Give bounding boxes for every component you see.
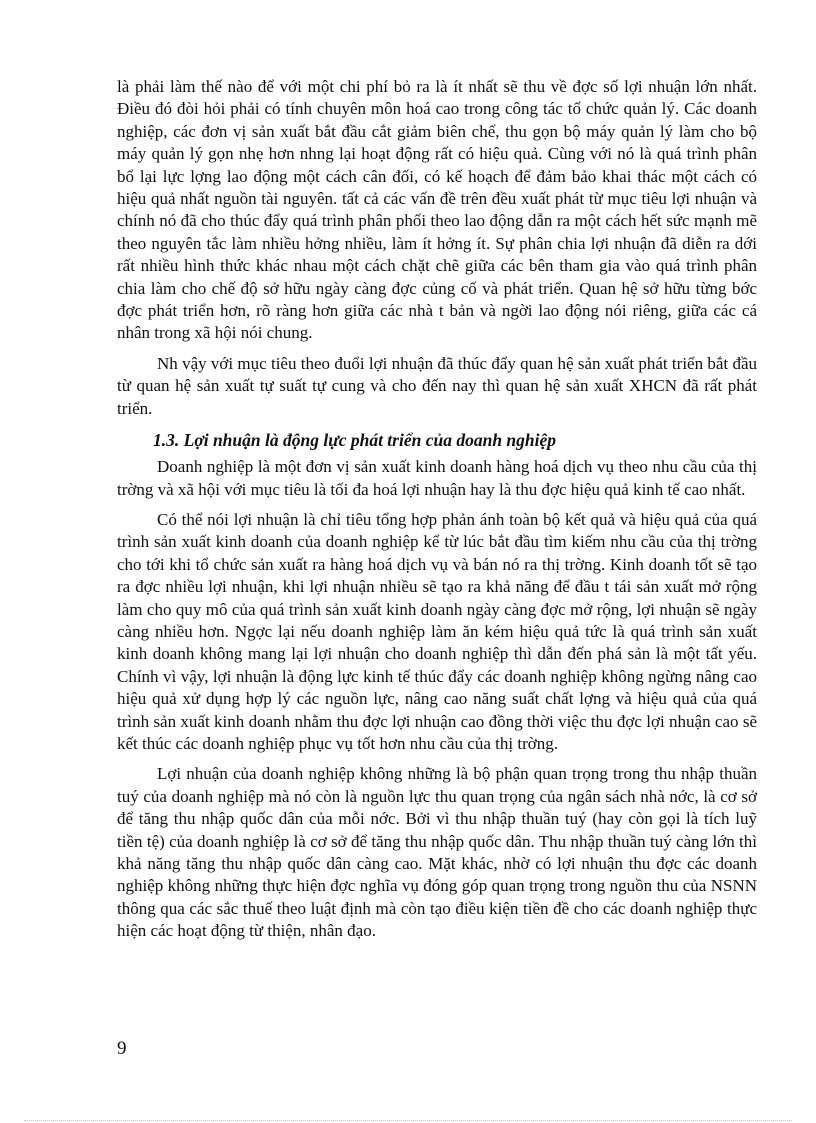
paragraph-enterprise-definition: Doanh nghiệp là một đơn vị sản xuất kinh doanh hàng hoá dịch vụ theo nhu cầu của thị trờng và xã hội với mục tiêu là tối đa hoá lợi nhuận hay là thu đợc hiệu quả kinh tế cao nhất. <box>117 457 757 499</box>
document-page <box>117 76 757 951</box>
paragraph-production-relations: Nh vậy với mục tiêu theo đuổi lợi nhuận đã thúc đẩy quan hệ sản xuất phát triển bắt đầu từ quan hệ sản xuất tự suất tự cung và cho đến nay thì quan hệ sản xuất XHCN đã rất phát triển. <box>117 353 757 418</box>
paragraph-profit-indicator: Có thể nói lợi nhuận là chỉ tiêu tổng hợp phản ánh toàn bộ kết quả và hiệu quả của quá trình sản xuất kinh doanh của doanh nghiệp kể từ lúc bắt đầu tìm kiếm nhu cầu của thị trờng cho tới khi tổ chức sản xuất ra hàng hoá dịch vụ và bán nó ra thị trờng. Kinh doanh tốt sẽ tạo ra đợc nhiều lợi nhuận, khi lợi nhuận nhiều sẽ tạo ra khả năng để đầu t tái sản xuất mở rộng làm cho quy mô của quá trình sản xuất kinh doanh ngày càng đợc mở rộng, lợi nhuận sẽ ngày càng nhiều hơn. Ngợc lại nếu doanh nghiệp làm ăn kém hiệu quả tức là quá trình sản xuất kinh doanh không mang lại lợi nhuận cho doanh nghiệp thì dẫn đến phá sản là một tất yếu. Chính vì vậy, lợi nhuận là động lực kinh tế thúc đẩy các doanh nghiệp không ngừng nâng cao hiệu quả xử dụng hợp lý các nguồn lực, nâng cao năng suất chất lợng và hiệu quả của quá trình sản xuất kinh doanh nhằm thu đợc lợi nhuận cao đồng thời việc thu đợc lợi nhuận cao sẽ kết thúc các doanh nghiệp phục vụ tốt hơn nhu cầu của thị trờng. <box>117 509 757 753</box>
section-heading: 1.3. Lợi nhuận là động lực phát triển của doanh nghiệp <box>153 430 557 451</box>
page-number: 9 <box>117 1038 127 1059</box>
footer-divider <box>24 1120 792 1121</box>
paragraph-continuation: là phải làm thế nào để với một chi phí bỏ ra là ít nhất sẽ thu về đợc số lợi nhuận lớn nhất. Điều đó đòi hỏi phải có tính chuyên môn hoá cao trong công tác tổ chức quản lý. Các doanh nghiệp, các đơn vị sản xuất bắt đầu cắt giảm biên chế, thu gọn bộ máy quản lý làm cho bộ máy quản lý gọn nhẹ hơn nhng lại hoạt động rất có hiệu quả. Cùng với nó là quá trình phân bổ lại lực lợng lao động một cách cân đối, có kế hoạch để đảm bảo khai thác một cách có hiệu quả nhất nguồn tài nguyên. tất cả các vấn đề trên đều xuất phát từ mục tiêu lợi nhuận và chính nó đã cho thúc đẩy quá trình phân phối theo lao động dẫn ra một cách hết sức mạnh mẽ theo nguyên tắc làm nhiều hởng nhiều, làm ít hởng ít. Sự phân chia lợi nhuận đã diễn ra dới rất nhiều hình thức khác nhau một cách chặt chẽ giữa các bên tham gia vào quá trình phân chia làm cho chế độ sở hữu ngày càng đợc củng cố và phát triển. Quan hệ sở hữu từng bớc đợc phát triển hơn, rõ ràng hơn giữa các nhà t bản và ngời lao động nói riêng, giữa các cá nhân trong xã hội nói chung. <box>117 77 757 343</box>
paragraph-profit-budget: Lợi nhuận của doanh nghiệp không những là bộ phận quan trọng trong thu nhập thuần tuý của doanh nghiệp mà nó còn là nguồn lực thu quan trọng của ngân sách nhà nớc, là cơ sở để tăng thu nhập quốc dân của mỗi nớc. Bởi vì thu nhập thuần tuý (hay còn gọi là tích luỹ tiền tệ) của doanh nghiệp là cơ sở để tăng thu nhập quốc dân. Thu nhập thuần tuý càng lớn thì khả năng tăng thu nhập quốc dân càng cao. Mặt khác, nhờ có lợi nhuận thu đợc các doanh nghiệp không những thực hiện đợc nghĩa vụ đóng góp quan trọng trong nguồn thu của NSNN thông qua các sắc thuế theo luật định mà còn tạo điều kiện tiền đề cho các doanh nghiệp thực hiện các hoạt động từ thiện, nhân đạo. <box>117 764 757 941</box>
